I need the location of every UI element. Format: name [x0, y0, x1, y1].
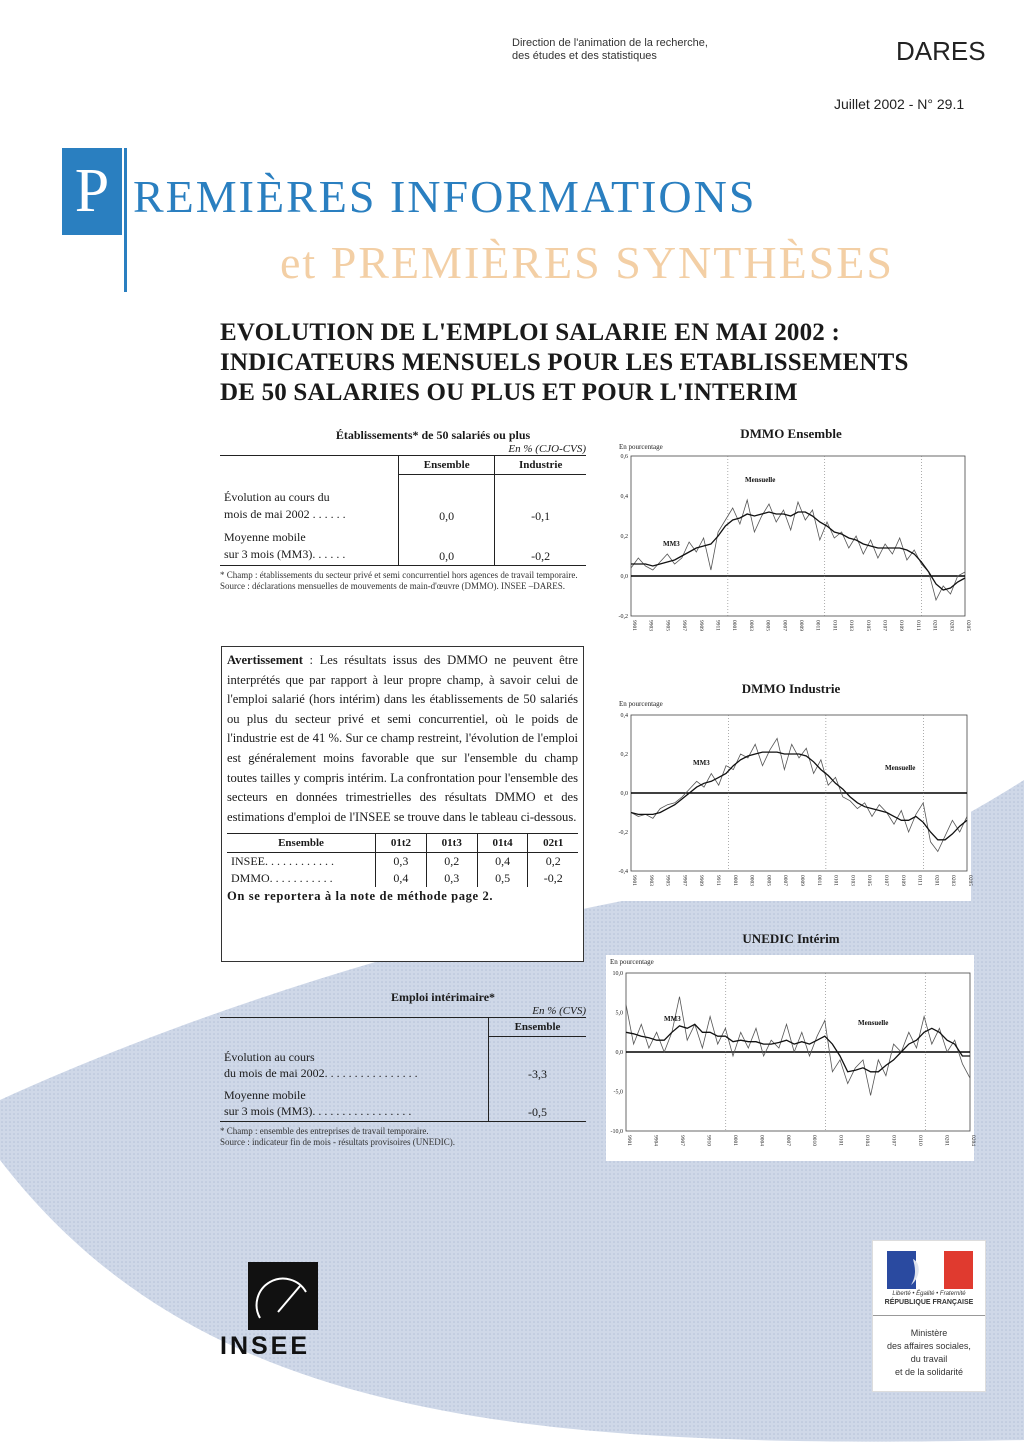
- y-tick-label: 0,6: [620, 454, 628, 460]
- article-title-line: INDICATEURS MENSUELS POUR LES ETABLISSEMENTS: [220, 349, 909, 376]
- x-tick-label: 9901: [631, 620, 637, 631]
- x-tick-label: 9901: [631, 875, 637, 886]
- row-label: Moyenne mobile: [224, 1087, 306, 1102]
- table-row: [220, 1037, 586, 1083]
- x-tick-label: 0007: [782, 875, 789, 886]
- x-tick-label: 9910: [705, 1135, 712, 1146]
- column-header: 01t4: [477, 834, 528, 853]
- x-tick-label: 0101: [831, 620, 838, 631]
- cell-value: 0,3: [376, 853, 427, 871]
- x-tick-label: 9903: [647, 875, 654, 886]
- series-line-mensuelle: [626, 997, 970, 1096]
- table-unit: En % (CVS): [532, 1005, 586, 1017]
- y-tick-label: 10,0: [612, 971, 623, 977]
- x-tick-label: 0007: [784, 1135, 791, 1146]
- y-tick-label: 0,0: [620, 791, 628, 797]
- masthead-rule: [124, 148, 127, 292]
- x-tick-label: 0103: [848, 620, 855, 631]
- x-tick-label: 0009: [798, 620, 804, 631]
- x-tick-label: 0201: [933, 875, 940, 886]
- x-tick-label: 0205: [967, 875, 973, 886]
- divider: [873, 1315, 985, 1316]
- table-row: [220, 525, 586, 566]
- x-tick-label: 0205: [965, 620, 971, 631]
- x-tick-label: 9911: [715, 875, 721, 886]
- y-tick-label: -0,4: [618, 869, 628, 875]
- cell-value: 0,4: [376, 870, 427, 887]
- x-tick-label: 0201: [943, 1135, 950, 1146]
- x-tick-label: 0005: [765, 875, 772, 886]
- masthead-title-2: et PREMIÈRES SYNTHÈSES: [280, 237, 894, 288]
- article-title: [220, 318, 990, 408]
- chart-dmmo-industrie: [615, 697, 971, 901]
- cell-value: 0,3: [426, 870, 477, 887]
- agency-name: [512, 37, 708, 63]
- table-row: [220, 1083, 586, 1122]
- x-tick-label: 0107: [890, 1135, 897, 1146]
- cell-value: 0,2: [528, 853, 578, 871]
- series-annotation: MM3: [664, 1015, 681, 1023]
- x-tick-label: 9904: [652, 1135, 659, 1146]
- ministry-line: du travail: [910, 1354, 948, 1364]
- cell-value: -0,2: [495, 525, 586, 566]
- x-tick-label: 9907: [681, 620, 688, 631]
- cell-value: -3,3: [489, 1037, 587, 1083]
- x-tick-label: 0101: [832, 875, 839, 886]
- article-title-line: DE 50 SALARIES OU PLUS ET POUR L'INTERIM: [220, 379, 798, 406]
- x-tick-label: 9909: [698, 875, 705, 886]
- row-label: Moyenne mobile: [224, 529, 306, 544]
- masthead-initial: P: [62, 148, 122, 235]
- chart-dmmo-ensemble: [615, 440, 969, 650]
- rf-motto: Liberté • Égalité • Fraternité: [892, 1291, 966, 1297]
- row-label: DMMO. . . . . . . . . . .: [231, 871, 333, 886]
- series-annotation: Mensuelle: [885, 764, 916, 772]
- column-header: Ensemble: [399, 456, 495, 475]
- x-tick-label: 0204: [970, 1135, 976, 1146]
- x-tick-label: 0107: [883, 875, 889, 886]
- warning-label: Avertissement: [227, 653, 303, 667]
- y-tick-label: 0,4: [620, 713, 628, 719]
- series-annotation: MM3: [693, 759, 710, 767]
- cell-value: 0,0: [399, 525, 495, 566]
- y-tick-label: -10,0: [610, 1129, 623, 1135]
- series-line-mm3: [626, 1024, 970, 1072]
- table-caption: Emploi intérimaire*: [390, 990, 496, 1004]
- x-tick-label: 0001: [731, 620, 738, 631]
- column-header: Ensemble: [489, 1018, 587, 1037]
- ministry-line: et de la solidarité: [894, 1367, 964, 1377]
- column-header: Ensemble: [227, 834, 376, 853]
- x-tick-label: 0011: [814, 620, 821, 631]
- series-annotation: Mensuelle: [745, 476, 776, 484]
- table-row: [227, 870, 578, 887]
- warning-footer: On se reportera à la note de méthode page 2.: [227, 889, 494, 904]
- chart-title: UNEDIC Intérim: [742, 931, 840, 946]
- y-tick-label: -0,2: [618, 614, 628, 620]
- x-tick-label: 9909: [697, 620, 704, 631]
- row-label: INSEE. . . . . . . . . . . .: [231, 854, 334, 869]
- series-line-mensuelle: [631, 738, 967, 851]
- table-note: * Champ : ensemble des entreprises de travail temporaire.: [220, 1125, 429, 1136]
- x-tick-label: 0005: [764, 620, 771, 631]
- agency-line-2: des études et des statistiques: [512, 50, 657, 62]
- series-line-mensuelle: [631, 500, 965, 600]
- x-tick-label: 9905: [664, 875, 671, 886]
- x-tick-label: 9907: [681, 875, 688, 886]
- column-header: 01t2: [376, 834, 427, 853]
- x-tick-label: 9903: [647, 620, 654, 631]
- insee-wordmark: INSEE: [220, 1332, 311, 1360]
- table-note: * Champ : établissements du secteur privé et semi concurrentiel hors agences de travail temporaire.: [220, 569, 578, 580]
- x-tick-label: 9905: [664, 620, 671, 631]
- ministry-line: des affaires sociales,: [887, 1341, 971, 1351]
- marianne-flag-icon: [887, 1251, 973, 1289]
- x-tick-label: 0004: [758, 1135, 765, 1146]
- x-tick-label: 0010: [811, 1135, 818, 1146]
- x-tick-label: 0105: [866, 875, 873, 886]
- x-tick-label: 9907: [678, 1135, 685, 1146]
- column-header: Industrie: [495, 456, 586, 475]
- table-source: Source : indicateur fin de mois - résultats provisoires (UNEDIC).: [220, 1136, 455, 1147]
- x-tick-label: 9911: [714, 620, 721, 631]
- x-tick-label: 0103: [849, 875, 856, 886]
- data-table: [220, 455, 586, 566]
- x-tick-label: 0101: [837, 1135, 844, 1146]
- row-label: sur 3 mois (MM3). . . . . . . . . . . . . . . . .: [224, 1103, 412, 1118]
- y-tick-label: -0,2: [618, 830, 628, 836]
- y-tick-label: 5,0: [615, 1010, 623, 1017]
- table-caption: Établissements* de 50 salariés ou plus: [335, 428, 531, 442]
- cell-value: -0,1: [495, 475, 586, 525]
- ministry-line: Ministère: [910, 1328, 948, 1338]
- x-tick-label: 0104: [864, 1135, 871, 1146]
- row-label: du mois de mai 2002. . . . . . . . . . . . . . . .: [224, 1065, 418, 1080]
- y-tick-label: 0,4: [620, 494, 628, 500]
- series-annotation: MM3: [663, 540, 680, 548]
- row-label: sur 3 mois (MM3). . . . . .: [224, 546, 346, 561]
- x-tick-label: 0007: [781, 620, 788, 631]
- x-tick-label: 0203: [950, 875, 957, 886]
- y-tick-label: 0,2: [620, 752, 628, 758]
- table-row: [220, 475, 586, 525]
- cell-value: 0,5: [477, 870, 528, 887]
- insee-logo: [248, 1262, 318, 1330]
- x-tick-label: 0105: [864, 620, 871, 631]
- warning-box: [221, 646, 584, 962]
- table-interim: [220, 990, 586, 1148]
- agency-short: DARES: [896, 36, 986, 66]
- y-axis-label: En pourcentage: [619, 700, 663, 708]
- x-tick-label: 0003: [748, 875, 755, 886]
- x-tick-label: 0109: [899, 875, 906, 886]
- x-tick-label: 0111: [916, 875, 923, 886]
- data-table: [220, 1017, 586, 1122]
- x-tick-label: 0201: [931, 620, 938, 631]
- x-tick-label: 0011: [815, 875, 822, 886]
- table-row: [227, 853, 578, 871]
- x-tick-label: 0110: [917, 1135, 924, 1146]
- y-axis-label: En pourcentage: [610, 958, 654, 966]
- cell-value: 0,0: [399, 475, 495, 525]
- cell-value: 0,2: [426, 853, 477, 871]
- y-axis-label: En pourcentage: [619, 443, 663, 451]
- row-label: Évolution au cours: [224, 1049, 315, 1064]
- cell-value: -0,2: [528, 870, 578, 887]
- x-tick-label: 0001: [731, 1135, 738, 1146]
- warning-text: [227, 651, 578, 827]
- masthead-title-1: REMIÈRES INFORMATIONS: [133, 171, 757, 222]
- row-label: mois de mai 2002 . . . . . .: [224, 506, 346, 521]
- article-title-line: EVOLUTION DE L'EMPLOI SALARIE EN MAI 2002 :: [220, 319, 840, 346]
- x-tick-label: 0109: [898, 620, 905, 631]
- insee-emblem-icon: [248, 1262, 318, 1330]
- x-tick-label: 0001: [731, 875, 738, 886]
- y-tick-label: -5,0: [613, 1089, 623, 1096]
- plot-frame: [631, 456, 965, 616]
- warning-body: : Les résultats issus des DMMO ne peuvent être interprétés que par rapport à leur propre champ, à savoir celui de l'emploi salarié (hors intérim) dans les établissements de 50 salariés ou plus du secteur privé et semi concurrentiel, où le poids de l'industrie est de 41 %. Sur ce champ restreint, l'évolution de l'emploi est généralement moins favorable que sur l'ensemble du champ toutes tailles y compris intérim. La confrontation pour l'ensemble des secteurs en données trimestrielles des résultats DMMO et des estimations d'emploi de l'INSEE se trouve dans le tableau ci-dessous.: [227, 653, 578, 824]
- chart-title: DMMO Industrie: [741, 681, 841, 696]
- y-tick-label: 0,2: [620, 534, 628, 540]
- series-line-mm3: [631, 752, 967, 840]
- y-tick-label: 0,0: [620, 574, 628, 580]
- cell-value: -0,5: [489, 1083, 587, 1122]
- x-tick-label: 0111: [914, 620, 921, 631]
- ministry-logo: [872, 1240, 986, 1392]
- issue-number: Juillet 2002 - N° 29.1: [834, 96, 965, 112]
- series-annotation: Mensuelle: [858, 1019, 889, 1027]
- x-tick-label: 0107: [881, 620, 888, 631]
- chart-unedic-interim: [606, 955, 974, 1161]
- rf-name: RÉPUBLIQUE FRANÇAISE: [884, 1299, 974, 1306]
- row-label: Évolution au cours du: [224, 489, 330, 504]
- table-source: Source : déclarations mensuelles de mouvements de main-d'œuvre (DMMO). INSEE –DARES.: [220, 580, 566, 591]
- x-tick-label: 0009: [799, 875, 805, 886]
- x-tick-label: 0203: [948, 620, 955, 631]
- y-tick-label: 0,0: [615, 1050, 623, 1056]
- x-tick-label: 9901: [626, 1135, 632, 1146]
- agency-line-1: Direction de l'animation de la recherche,: [512, 37, 708, 49]
- column-header: 02t1: [528, 834, 578, 853]
- table-unit: En % (CJO-CVS): [508, 443, 586, 455]
- ministry-name: [877, 1327, 981, 1379]
- x-tick-label: 0003: [747, 620, 754, 631]
- comparison-table: [227, 833, 578, 887]
- column-header: 01t3: [426, 834, 477, 853]
- chart-title: DMMO Ensemble: [740, 426, 842, 441]
- cell-value: 0,4: [477, 853, 528, 871]
- table-establishments: [220, 428, 586, 592]
